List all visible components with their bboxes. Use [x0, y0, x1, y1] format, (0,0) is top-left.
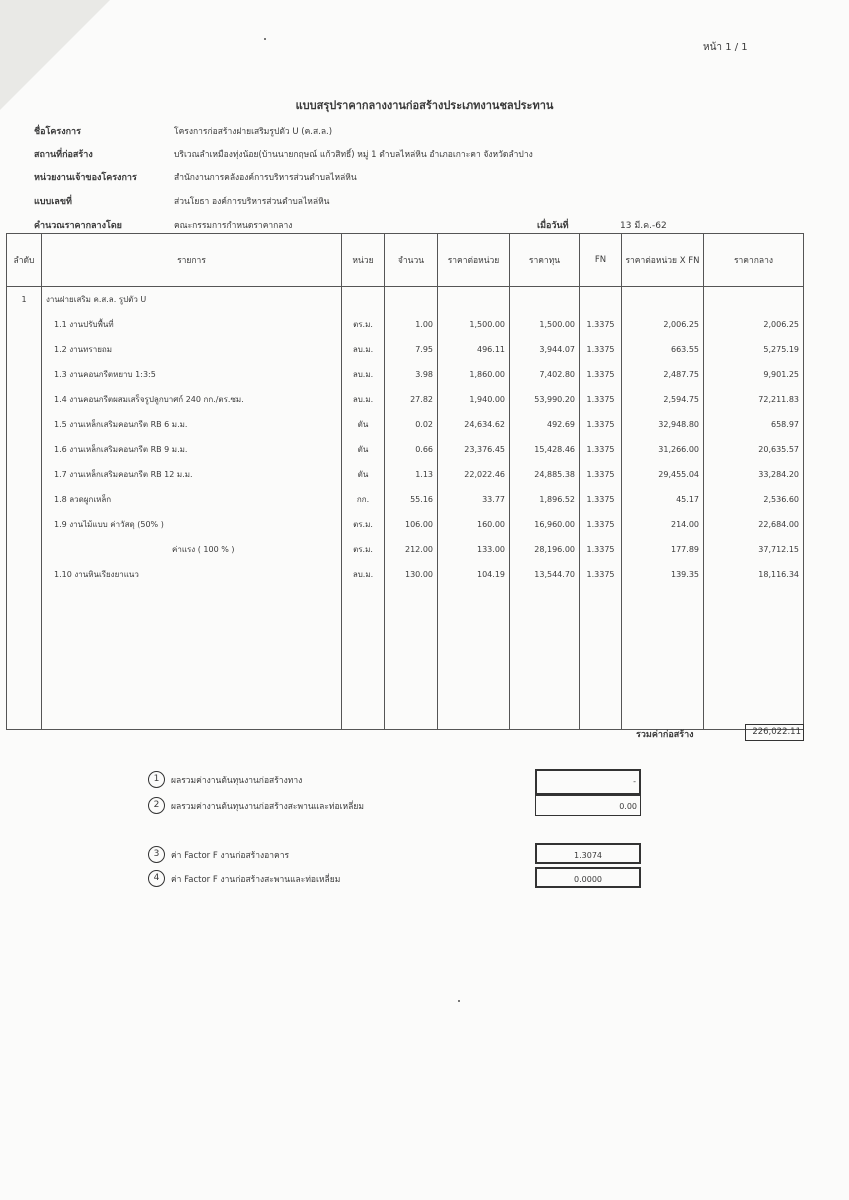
table-cell-fn: 1.3375: [580, 412, 622, 437]
table-cell-total: 2,006.25: [704, 312, 804, 337]
table-empty-cell: [580, 587, 622, 730]
table-cell-pfn: 29,455.04: [622, 462, 704, 487]
table-cell-unit: ตร.ม.: [342, 537, 385, 562]
table-cell-cost: 15,428.46: [510, 437, 580, 462]
header-value: ส่วนโยธา องค์การบริหารส่วนตำบลไหล่หิน: [174, 197, 330, 207]
table-cell-cost: 7,402.80: [510, 362, 580, 387]
col-header-no: ลำดับ: [7, 234, 42, 287]
table-empty-cell: [704, 587, 804, 730]
table-cell-price: [438, 287, 510, 313]
table-cell-qty: 7.95: [385, 337, 438, 362]
table-cell-desc: ค่าแรง ( 100 % ): [42, 537, 342, 562]
table-cell-unit: ตร.ม.: [342, 512, 385, 537]
header-value: สำนักงานการคลังองค์การบริหารส่วนตำบลไหล่หิน: [174, 173, 357, 183]
table-row: [7, 437, 804, 462]
table-cell-total: 37,712.15: [704, 537, 804, 562]
table-cell-no: [7, 537, 42, 562]
table-cell-unit: ลบ.ม.: [342, 337, 385, 362]
table-cell-price: 1,940.00: [438, 387, 510, 412]
table-cell-desc: 1.7 งานเหล็กเสริมคอนกรีต RB 12 ม.ม.: [42, 462, 342, 487]
table-cell-price: 133.00: [438, 537, 510, 562]
table-row: [7, 537, 804, 562]
table-cell-fn: 1.3375: [580, 537, 622, 562]
table-cell-total: 22,684.00: [704, 512, 804, 537]
summary-value-2: 0.00: [535, 795, 641, 816]
table-cell-desc: 1.6 งานเหล็กเสริมคอนกรีต RB 9 ม.ม.: [42, 437, 342, 462]
circle-number: 2: [148, 797, 165, 814]
table-cell-desc: 1.5 งานเหล็กเสริมคอนกรีต RB 6 ม.ม.: [42, 412, 342, 437]
table-cell-unit: ตัน: [342, 412, 385, 437]
table-row: [7, 487, 804, 512]
table-cell-total: 5,275.19: [704, 337, 804, 362]
table-row: [7, 462, 804, 487]
table-cell-pfn: 139.35: [622, 562, 704, 587]
table-empty-cell: [385, 587, 438, 730]
summary-value-1: -: [535, 769, 641, 795]
summary-value-3: 1.3074: [535, 843, 641, 864]
table-header-row: [7, 234, 804, 287]
table-cell-qty: 0.66: [385, 437, 438, 462]
header-value: คณะกรรมการกำหนดราคากลาง: [174, 221, 293, 231]
table-cell-pfn: 214.00: [622, 512, 704, 537]
table-cell-cost: 1,500.00: [510, 312, 580, 337]
table-cell-total: [704, 287, 804, 313]
table-cell-no: [7, 337, 42, 362]
table-cell-pfn: 31,266.00: [622, 437, 704, 462]
table-row: [7, 412, 804, 437]
col-header-fn: FN: [580, 234, 622, 287]
table-cell-pfn: [622, 287, 704, 313]
table-empty-cell: [7, 587, 42, 730]
table-cell-fn: 1.3375: [580, 562, 622, 587]
table-cell-unit: ลบ.ม.: [342, 562, 385, 587]
total-value: 226,022.11: [745, 724, 804, 741]
table-row: [7, 512, 804, 537]
table-cell-cost: 28,196.00: [510, 537, 580, 562]
table-cell-total: 33,284.20: [704, 462, 804, 487]
table-empty-cell: [438, 587, 510, 730]
header-row-location: [34, 147, 533, 161]
header-key: แบบเลขที่: [34, 197, 72, 207]
table-row: [7, 362, 804, 387]
table-cell-qty: 1.13: [385, 462, 438, 487]
scan-speck: [264, 38, 266, 40]
table-cell-pfn: 2,594.75: [622, 387, 704, 412]
table-empty-cell: [42, 587, 342, 730]
table-cell-fn: 1.3375: [580, 312, 622, 337]
summary-item-2: [148, 797, 364, 814]
table-cell-no: [7, 312, 42, 337]
table-cell-cost: [510, 287, 580, 313]
header-key: ชื่อโครงการ: [34, 127, 81, 137]
table-cell-fn: 1.3375: [580, 437, 622, 462]
header-key: คำนวณราคากลางโดย: [34, 221, 122, 231]
table-cell-cost: 492.69: [510, 412, 580, 437]
table-cell-total: 2,536.60: [704, 487, 804, 512]
table-cell-price: 104.19: [438, 562, 510, 587]
scan-speck: [458, 1000, 460, 1002]
col-header-desc: รายการ: [42, 234, 342, 287]
table-cell-no: [7, 412, 42, 437]
table-row: [7, 312, 804, 337]
table-cell-qty: 130.00: [385, 562, 438, 587]
table-cell-price: 22,022.46: [438, 462, 510, 487]
table-cell-no: [7, 462, 42, 487]
table-cell-qty: 3.98: [385, 362, 438, 387]
col-header-total: ราคากลาง: [704, 234, 804, 287]
table-cell-total: 20,635.57: [704, 437, 804, 462]
page-number: หน้า 1 / 1: [703, 42, 748, 53]
table-cell-total: 72,211.83: [704, 387, 804, 412]
summary-label: ผลรวมค่างานต้นทุนงานก่อสร้างทาง: [171, 775, 303, 786]
table-cell-price: 1,860.00: [438, 362, 510, 387]
table-cell-pfn: 2,006.25: [622, 312, 704, 337]
table-cell-no: [7, 562, 42, 587]
table-cell-total: 9,901.25: [704, 362, 804, 387]
table-cell-fn: 1.3375: [580, 362, 622, 387]
table-empty-cell: [342, 587, 385, 730]
table-row: [7, 562, 804, 587]
table-cell-price: 1,500.00: [438, 312, 510, 337]
col-header-price: ราคาต่อหน่วย: [438, 234, 510, 287]
table-cell-unit: ตร.ม.: [342, 312, 385, 337]
table-cell-desc: 1.9 งานไม้แบบ ค่าวัสดุ (50% ): [42, 512, 342, 537]
table-cell-no: 1: [7, 287, 42, 313]
table-cell-fn: 1.3375: [580, 487, 622, 512]
table-cell-price: 496.11: [438, 337, 510, 362]
table-cell-cost: 13,544.70: [510, 562, 580, 587]
table-cell-unit: ตัน: [342, 437, 385, 462]
col-header-unit: หน่วย: [342, 234, 385, 287]
price-table: [6, 233, 804, 730]
table-row: [7, 337, 804, 362]
header-row-calculated-by: [34, 218, 292, 232]
table-cell-qty: 1.00: [385, 312, 438, 337]
table-cell-desc: 1.1 งานปรับพื้นที่: [42, 312, 342, 337]
table-cell-fn: 1.3375: [580, 462, 622, 487]
table-cell-pfn: 32,948.80: [622, 412, 704, 437]
table-cell-fn: 1.3375: [580, 387, 622, 412]
summary-value-4: 0.0000: [535, 867, 641, 888]
date-value: 13 มี.ค.-62: [620, 221, 667, 231]
table-cell-no: [7, 512, 42, 537]
table-cell-price: 160.00: [438, 512, 510, 537]
table-filler-row: [7, 587, 804, 730]
table-cell-price: 23,376.45: [438, 437, 510, 462]
table-cell-price: 33.77: [438, 487, 510, 512]
summary-item-3: [148, 846, 289, 863]
table-cell-fn: 1.3375: [580, 512, 622, 537]
circle-number: 4: [148, 870, 165, 887]
header-key: หน่วยงานเจ้าของโครงการ: [34, 173, 137, 183]
summary-label: ค่า Factor F งานก่อสร้างอาคาร: [171, 850, 290, 861]
summary-label: ผลรวมค่างานต้นทุนงานก่อสร้างสะพานและท่อเหลี่ยม: [171, 801, 364, 812]
table-cell-cost: 3,944.07: [510, 337, 580, 362]
table-cell-fn: [580, 287, 622, 313]
table-cell-desc: 1.10 งานหินเรียงยาแนว: [42, 562, 342, 587]
col-header-cost: ราคาทุน: [510, 234, 580, 287]
circle-number: 3: [148, 846, 165, 863]
table-empty-cell: [622, 587, 704, 730]
table-cell-no: [7, 362, 42, 387]
table-empty-cell: [510, 587, 580, 730]
table-cell-price: 24,634.62: [438, 412, 510, 437]
table-cell-cost: 24,885.38: [510, 462, 580, 487]
table-cell-unit: ตัน: [342, 462, 385, 487]
col-header-price-fn: ราคาต่อหน่วย X FN: [622, 234, 704, 287]
table-cell-cost: 53,990.20: [510, 387, 580, 412]
table-cell-unit: กก.: [342, 487, 385, 512]
table-cell-pfn: 177.89: [622, 537, 704, 562]
table-cell-desc: 1.4 งานคอนกรีตผสมเสร็จรูปลูกบาศก์ 240 กก./ตร.ซม.: [42, 387, 342, 412]
table-cell-unit: [342, 287, 385, 313]
table-cell-cost: 1,896.52: [510, 487, 580, 512]
folded-corner: [0, 0, 110, 110]
table-cell-qty: [385, 287, 438, 313]
circle-number: 1: [148, 771, 165, 788]
document-title: แบบสรุปราคากลางงานก่อสร้างประเภทงานชลประทาน: [295, 99, 554, 112]
date-label: เมื่อวันที่: [537, 221, 569, 231]
col-header-qty: จำนวน: [385, 234, 438, 287]
table-cell-desc: 1.3 งานคอนกรีตหยาบ 1:3:5: [42, 362, 342, 387]
header-row-project: [34, 124, 332, 138]
summary-item-1: [148, 771, 302, 788]
table-cell-qty: 55.16: [385, 487, 438, 512]
table-cell-unit: ลบ.ม.: [342, 362, 385, 387]
header-key: สถานที่ก่อสร้าง: [34, 150, 93, 160]
table-cell-no: [7, 487, 42, 512]
total-label: รวมค่าก่อสร้าง: [636, 730, 694, 740]
table-cell-pfn: 45.17: [622, 487, 704, 512]
table-cell-desc: 1.8 ลวดผูกเหล็ก: [42, 487, 342, 512]
table-cell-desc: 1.2 งานทรายถม: [42, 337, 342, 362]
header-value: บริเวณลำเหมืองทุ่งน้อย(บ้านนายกฤษณ์ แก้วสิทธิ์) หมู่ 1 ตำบลไหล่หิน อำเภอเกาะคา จังหวัดลำปาง: [174, 150, 533, 160]
header-row-owner: [34, 170, 357, 184]
table-cell-cost: 16,960.00: [510, 512, 580, 537]
table-row: [7, 287, 804, 313]
table-cell-qty: 0.02: [385, 412, 438, 437]
table-row: [7, 387, 804, 412]
header-value: โครงการก่อสร้างฝายเสริมรูปตัว U (ค.ส.ล.): [174, 127, 333, 137]
table-cell-pfn: 2,487.75: [622, 362, 704, 387]
table-cell-pfn: 663.55: [622, 337, 704, 362]
table-cell-desc: งานฝายเสริม ค.ส.ล. รูปตัว U: [42, 287, 342, 313]
table-cell-qty: 212.00: [385, 537, 438, 562]
summary-item-4: [148, 870, 340, 887]
table-cell-total: 18,116.34: [704, 562, 804, 587]
summary-label: ค่า Factor F งานก่อสร้างสะพานและท่อเหลี่ยม: [171, 874, 341, 885]
table-cell-no: [7, 437, 42, 462]
table-cell-fn: 1.3375: [580, 337, 622, 362]
table-cell-unit: ลบ.ม.: [342, 387, 385, 412]
table-cell-qty: 106.00: [385, 512, 438, 537]
table-cell-no: [7, 387, 42, 412]
table-cell-total: 658.97: [704, 412, 804, 437]
header-row-drawing: [34, 194, 329, 208]
table-cell-qty: 27.82: [385, 387, 438, 412]
